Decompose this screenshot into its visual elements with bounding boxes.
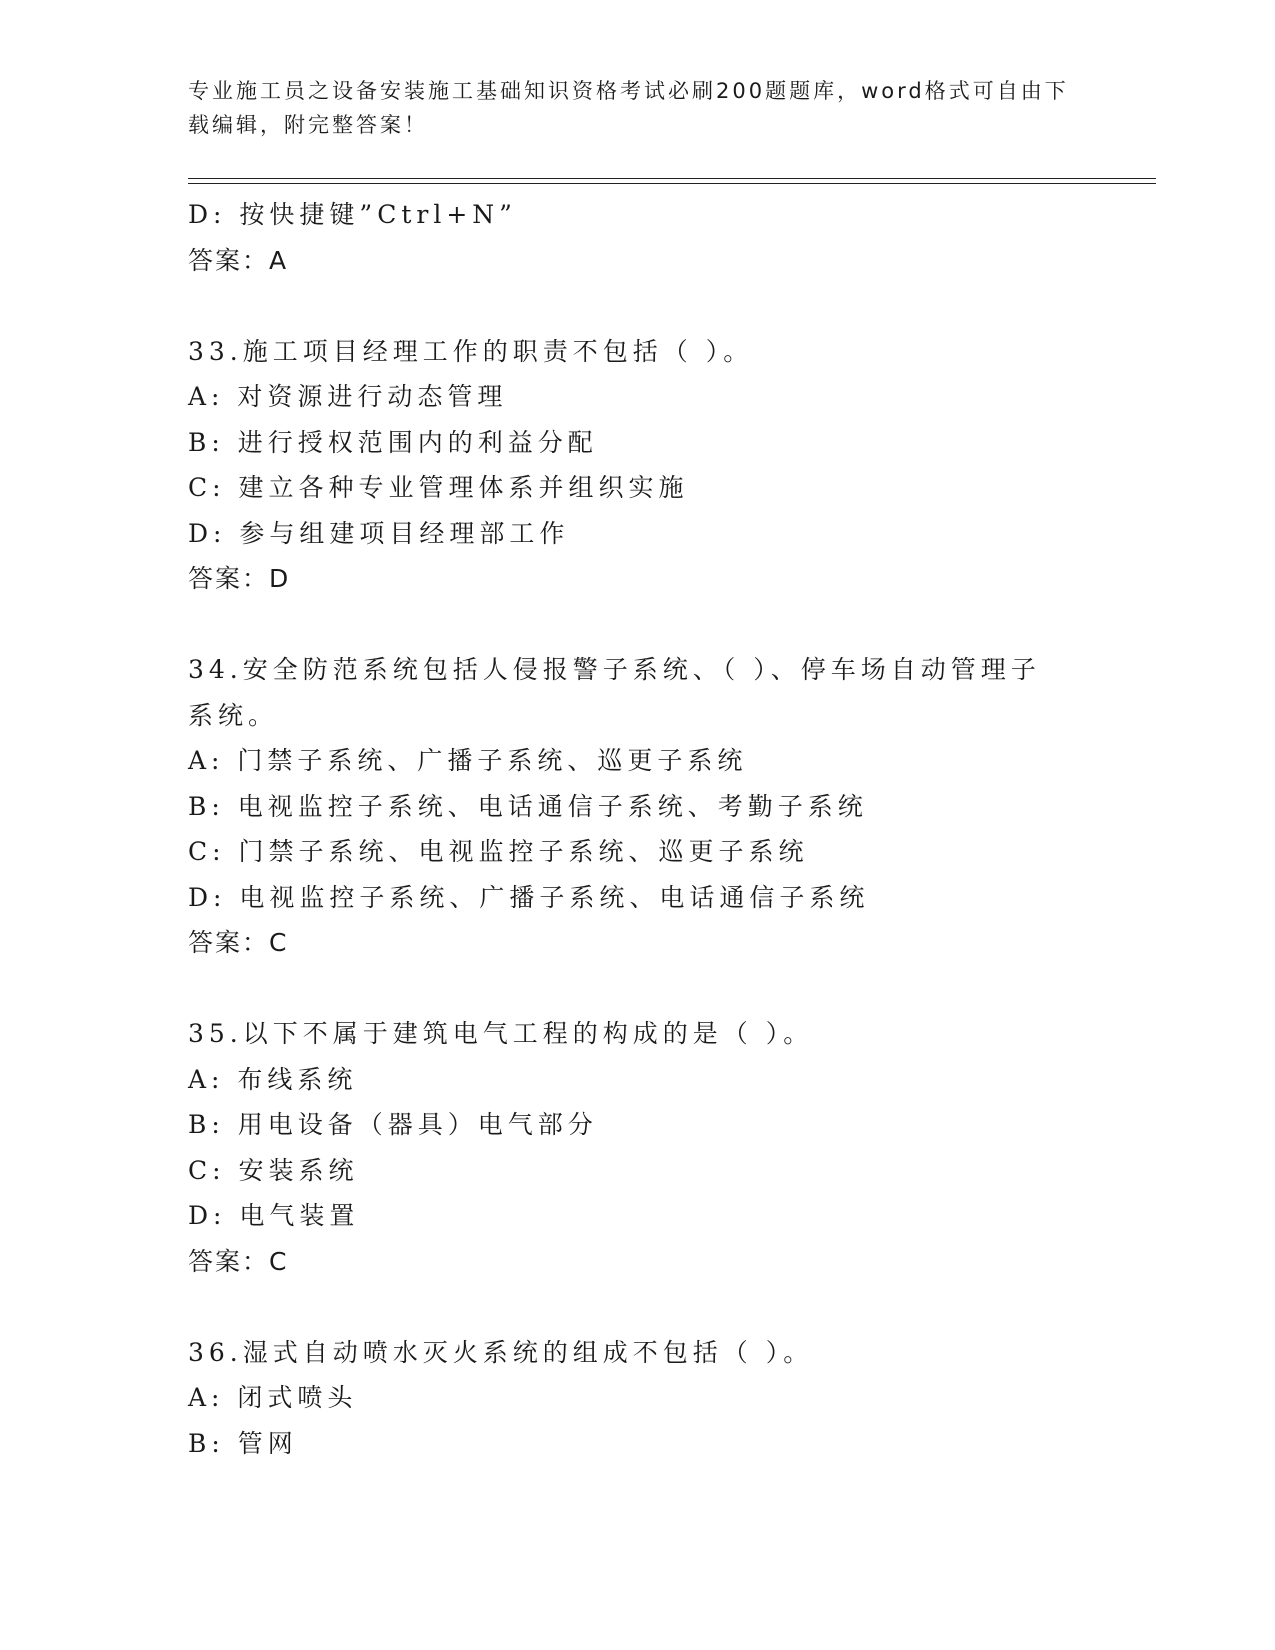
spacer [188,602,1068,648]
question-33-option-b: B: 进行授权范围内的利益分配 [188,427,598,457]
question-35-stem: 35.以下不属于建筑电气工程的构成的是（ ）。 [188,1019,814,1048]
question-33-stem: 33.施工项目经理工作的职责不包括（ ）。 [188,336,754,366]
question-33-option-a: A: 对资源进行动态管理 [188,382,508,411]
question-33-option-d: D: 参与组建项目经理部工作 [188,518,570,548]
question-34-option-a: A: 门禁子系统、广播子系统、巡更子系统 [188,746,748,775]
document-header: 专业施工员之设备安装施工基础知识资格考试必刷200题题库，word格式可自由下载编辑，附完整答案！ [188,79,1069,137]
question-34-option-b: B: 电视监控子系统、电话通信子系统、考勤子系统 [188,791,868,821]
question-35-option-c: C: 安装系统 [188,1155,359,1185]
question-35-option-a: A: 布线系统 [188,1064,358,1094]
question-36-option-a: A: 闭式喷头 [188,1383,358,1412]
prev-option-d: D: 按快捷键”Ctrl+N” [188,200,517,229]
question-34-stem: 34.安全防范系统包括人侵报警子系统、（ ）、停车场自动管理子系统。 [188,655,1041,730]
question-33-option-c: C: 建立各种专业管理体系并组织实施 [188,473,689,502]
spacer [188,1284,1068,1330]
question-36-option-b: B: 管网 [188,1428,298,1458]
question-34-option-c: C: 门禁子系统、电视监控子系统、巡更子系统 [188,837,809,866]
header-rule-top [188,178,1156,179]
question-35-option-b: B: 用电设备（器具）电气部分 [188,1110,598,1139]
question-35-option-d: D: 电气装置 [188,1201,360,1230]
prev-answer: 答案：A [188,245,289,275]
header-rule-bottom [188,183,1156,184]
question-content [188,192,1068,1466]
question-34-answer: 答案：C [188,928,289,957]
spacer [188,283,1068,329]
question-33-answer: 答案：D [188,564,291,593]
spacer [188,966,1068,1012]
question-36-stem: 36.湿式自动喷水灭火系统的组成不包括（ ）。 [188,1337,814,1367]
question-34-option-d: D: 电视监控子系统、广播子系统、电话通信子系统 [188,882,870,912]
question-35-answer: 答案：C [188,1246,289,1276]
